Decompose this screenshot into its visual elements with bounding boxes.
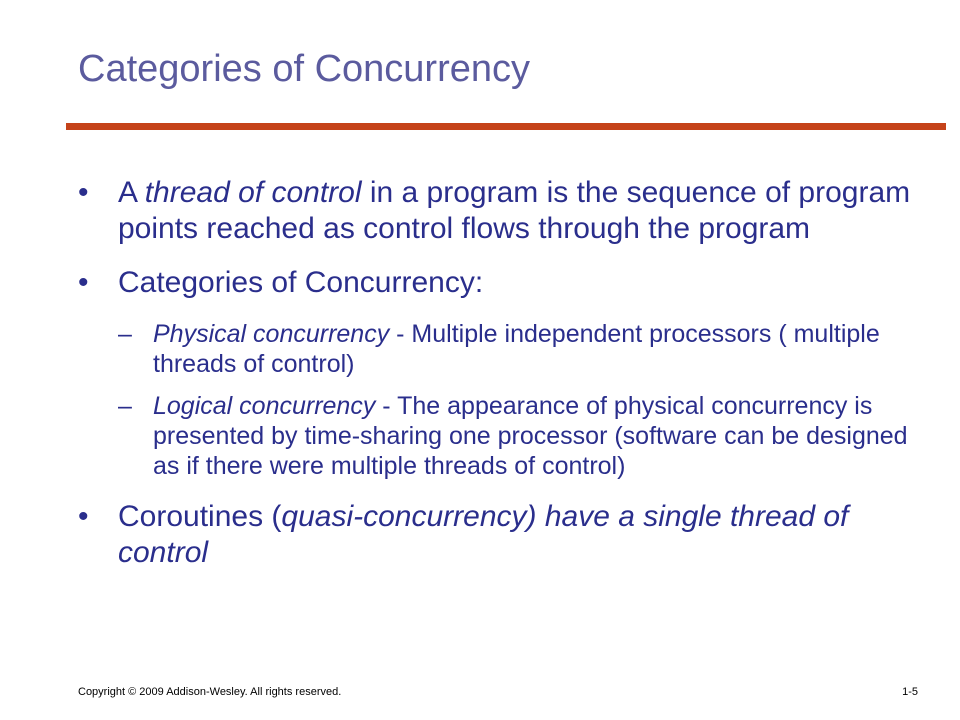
- sub-bullet-marker: –: [118, 392, 132, 420]
- sub-bullet-text-em: Logical concurrency: [153, 392, 376, 420]
- bullet-marker: •: [78, 266, 89, 299]
- title-divider: [66, 123, 946, 130]
- bullet-text-pre: Coroutines (: [118, 500, 282, 533]
- sub-bullet-text-em: Physical concurrency: [153, 320, 390, 348]
- sub-bullet-logical: [78, 391, 940, 481]
- bullet-thread-of-control: [78, 175, 940, 247]
- bullet-marker: •: [78, 500, 89, 533]
- bullet-text-em: quasi-concurrency) have a single thread of control: [118, 500, 849, 569]
- bullet-coroutines: [78, 499, 940, 571]
- bullet-text-em: thread of control: [144, 176, 362, 209]
- sub-bullet-marker: –: [118, 320, 132, 348]
- bullet-text: Categories of Concurrency:: [118, 266, 484, 299]
- slide-body: [78, 175, 940, 589]
- slide-title: Categories of Concurrency: [78, 48, 530, 90]
- footer-copyright: Copyright © 2009 Addison-Wesley. All rights reserved.: [78, 686, 342, 698]
- bullet-marker: •: [78, 176, 89, 209]
- footer-page-number: 1-5: [902, 686, 918, 698]
- bullet-text-pre: A: [118, 176, 145, 209]
- sub-bullet-text-post: - The appearance of physical concurrency is presented by time-sharing one processor (software can be designed as if there were multiple threads of control): [153, 392, 908, 480]
- sub-bullet-physical: [78, 319, 940, 379]
- bullet-categories: [78, 265, 940, 301]
- sub-bullet-text-post: - Multiple independent processors ( multiple threads of control): [153, 320, 880, 378]
- bullet-text-post: in a program is the sequence of program points reached as control flows through the program: [118, 176, 911, 245]
